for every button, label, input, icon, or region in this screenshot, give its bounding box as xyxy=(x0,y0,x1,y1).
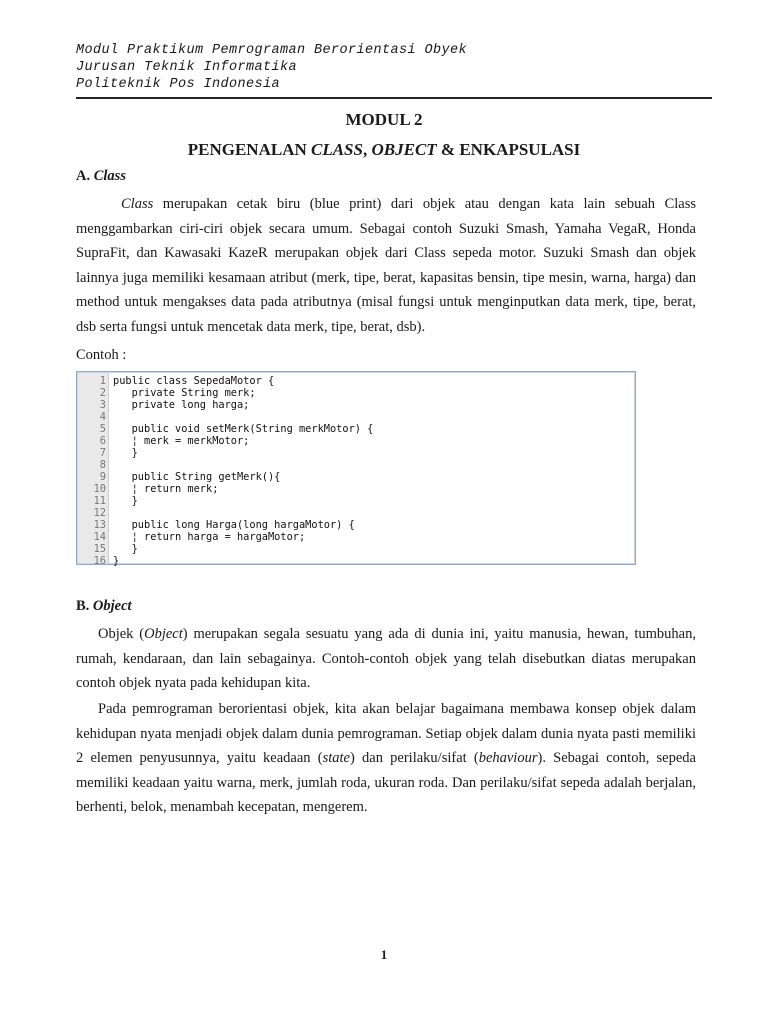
contoh-label: Contoh : xyxy=(76,347,127,363)
code-line xyxy=(78,375,630,387)
section-b-paragraph-1 xyxy=(76,622,696,696)
code-text: } xyxy=(113,447,138,459)
line-number: 15 xyxy=(93,543,106,555)
title-part-1: PENGENALAN xyxy=(187,140,311,159)
section-a-letter: A. xyxy=(76,168,94,184)
code-line xyxy=(78,387,630,399)
title-part-rest: & ENKAPSULASI xyxy=(436,140,581,159)
code-text xyxy=(110,459,113,471)
code-text: public String getMerk(){ xyxy=(113,471,281,483)
code-line xyxy=(78,399,630,411)
section-b-heading xyxy=(76,598,132,615)
section-b-letter: B. xyxy=(76,598,93,614)
code-text: public void setMerk(String merkMotor) { xyxy=(113,423,374,435)
p2-b: state xyxy=(322,750,350,766)
line-number: 2 xyxy=(99,387,106,399)
code-line xyxy=(78,471,630,483)
document-header xyxy=(76,42,716,93)
p2-c: ) dan perilaku/sifat ( xyxy=(349,750,479,766)
code-line xyxy=(78,519,630,531)
line-number: 9 xyxy=(99,471,106,483)
code-lines xyxy=(78,375,630,567)
code-text: ¦ return harga = hargaMotor; xyxy=(113,531,306,543)
line-number: 16 xyxy=(93,555,106,567)
section-b-title: Object xyxy=(92,598,132,614)
line-number: 8 xyxy=(99,459,106,471)
line-number: 6 xyxy=(99,435,106,447)
code-line xyxy=(78,435,630,447)
line-number: 7 xyxy=(99,447,106,459)
title-part-object: OBJECT xyxy=(371,140,437,159)
line-number: 10 xyxy=(93,483,106,495)
header-divider xyxy=(76,97,712,99)
code-line xyxy=(78,447,630,459)
code-text xyxy=(110,411,113,423)
code-text xyxy=(110,507,113,519)
code-line xyxy=(78,543,630,555)
title-part-comma: , xyxy=(362,140,372,159)
section-a-body: merupakan cetak biru (blue print) dari objek atau dengan kata lain sebuah Class menggambarkan ciri-ciri objek secara umum. Sebagai contoh Suzuki Smash, Yamaha VegaR, Honda SupraFit, dan Kawasaki KazeR merupakan objek dari Class sepeda motor. Suzuki Smash dan objek lainnya juga memiliki kesamaan atribut (merk, tipe, berat, kapasitas bensin, tipe mesin, warna, harga) dan method untuk mengakses data pada atributnya (misal fungsi untuk menginputkan data merk, tipe, berat, dsb serta fungsi untuk mencetak data merk, tipe, berat, dsb). xyxy=(76,196,696,335)
p1-c: ) merupakan segala sesuatu yang ada di dunia ini, yaitu manusia, hewan, tumbuhan, rumah, kendaraan, dan lain sebagainya. Contoh-contoh objek yang telah disebutkan diatas merupakan contoh objek nyata pada kehidupan kita. xyxy=(76,626,696,691)
section-a-title: Class xyxy=(93,168,126,184)
code-text: private String merk; xyxy=(113,387,256,399)
header-line-institution: Politeknik Pos Indonesia xyxy=(76,77,281,92)
code-line xyxy=(78,483,630,495)
code-line xyxy=(78,507,630,519)
code-text: } xyxy=(113,543,138,555)
code-text: public class SepedaMotor { xyxy=(113,375,275,387)
section-a-lead: Class xyxy=(121,196,154,212)
page-title xyxy=(0,140,768,160)
code-line xyxy=(78,531,630,543)
code-text: ¦ return merk; xyxy=(113,483,219,495)
line-number: 14 xyxy=(93,531,106,543)
line-number: 3 xyxy=(99,399,106,411)
code-text: } xyxy=(113,555,120,567)
section-b-paragraph-2 xyxy=(76,697,696,820)
p1-b: Object xyxy=(144,626,183,642)
line-number: 1 xyxy=(99,375,106,387)
line-number: 12 xyxy=(93,507,106,519)
p2-e: ). Sebagai contoh, sepeda memiliki keadaan yaitu warna, merk, jumlah roda, ukuran roda. Dan perilaku/sifat sepeda adalah berjalan, berhenti, belok, menambah kecepatan, mengerem. xyxy=(76,750,696,815)
code-snippet xyxy=(76,371,636,565)
line-number: 4 xyxy=(99,411,106,423)
page-number: 1 xyxy=(380,947,388,962)
p2-d: behaviour xyxy=(478,750,538,766)
modul-title: MODUL 2 xyxy=(345,110,423,129)
code-text: private long harga; xyxy=(113,399,250,411)
p1-a: Objek ( xyxy=(98,626,145,642)
code-text: public long Harga(long hargaMotor) { xyxy=(113,519,355,531)
code-line xyxy=(78,411,630,423)
code-line xyxy=(78,459,630,471)
header-line-course: Modul Praktikum Pemrograman Berorientasi Obyek xyxy=(76,43,468,58)
code-line xyxy=(78,495,630,507)
line-number: 5 xyxy=(99,423,106,435)
header-line-department: Jurusan Teknik Informatika xyxy=(76,60,298,75)
line-number: 11 xyxy=(93,495,106,507)
code-text: } xyxy=(113,495,138,507)
line-number: 13 xyxy=(93,519,106,531)
title-part-class: CLASS xyxy=(311,140,363,159)
code-line xyxy=(78,555,630,567)
code-text: ¦ merk = merkMotor; xyxy=(113,435,250,447)
code-line xyxy=(78,423,630,435)
section-a-heading xyxy=(76,168,126,185)
section-a-paragraph xyxy=(76,192,696,339)
p2-a: Pada pemrograman berorientasi objek, kita akan belajar bagaimana membawa konsep objek dalam kehidupan nyata menjadi objek dalam dunia pemrograman. Setiap objek dalam dunia nyata pasti memiliki 2 elemen penyusunnya, yaitu keadaan ( xyxy=(76,701,696,766)
